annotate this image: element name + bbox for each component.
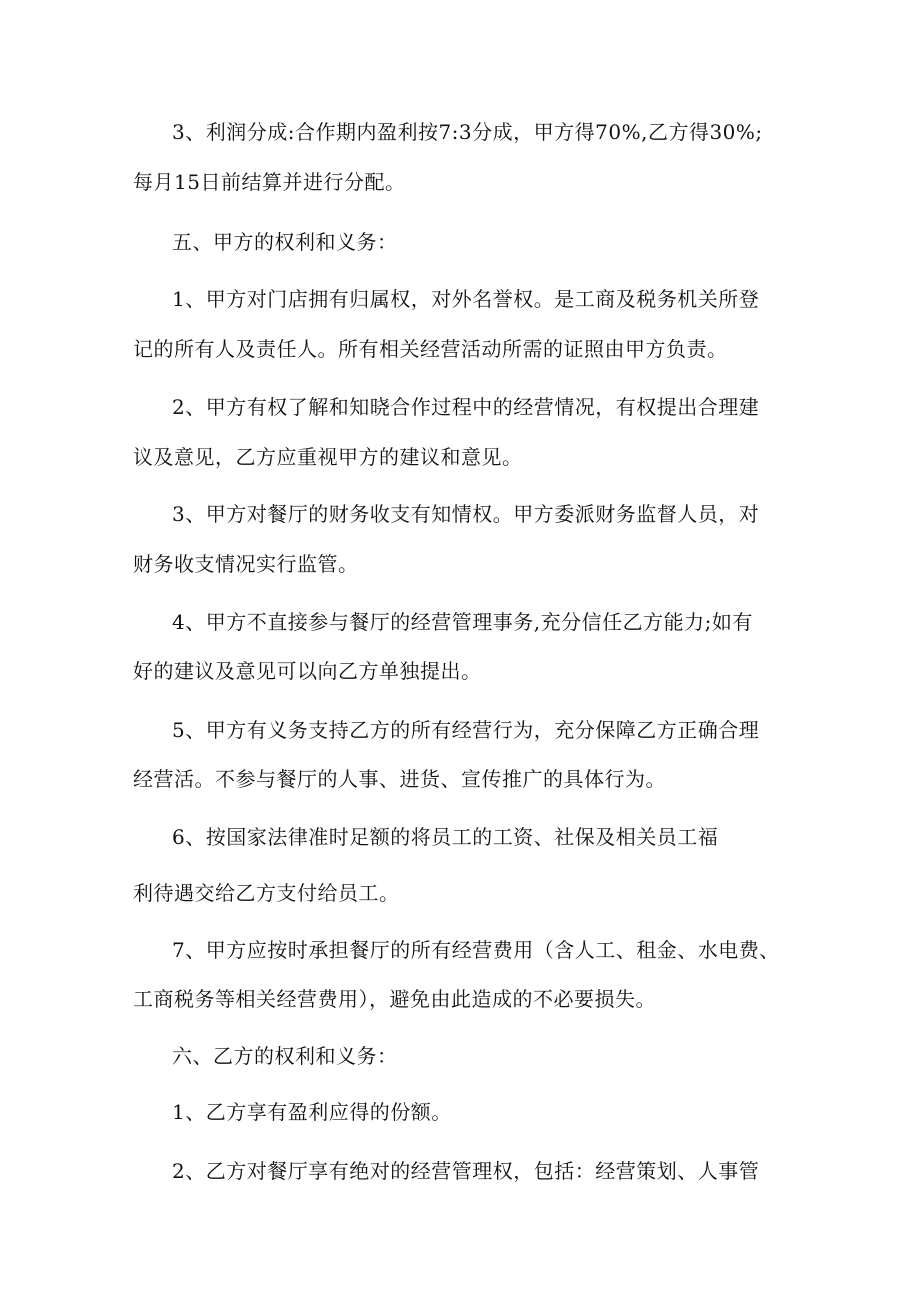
party-a-item-3-line-2: 财务收支情况实行监管。: [133, 552, 359, 576]
party-a-item-6-line-1: 6、按国家法律准时足额的将员工的工资、社保及相关员工福: [172, 825, 719, 849]
party-a-item-1-line-1: 1、甲方对门店拥有归属权，对外名誉权。是工商及税务机关所登: [172, 287, 760, 311]
party-a-item-4-line-2: 好的建议及意见可以向乙方单独提出。: [133, 659, 482, 683]
party-a-item-4-line-1: 4、甲方不直接参与餐厅的经营管理事务,充分信任乙方能力;如有: [172, 610, 753, 634]
paragraph-profit-share-line-1: 3、利润分成:合作期内盈利按7:3分成，甲方得70%,乙方得30%;: [172, 120, 763, 144]
paragraph-profit-share-line-2: 每月15日前结算并进行分配。: [133, 170, 406, 194]
party-a-item-7-line-2: 工商税务等相关经营费用），避免由此造成的不必要损失。: [133, 987, 656, 1011]
party-b-item-2-line-1: 2、乙方对餐厅享有绝对的经营管理权，包括：经营策划、人事管: [172, 1159, 760, 1183]
party-a-item-5-line-2: 经营活。不参与餐厅的人事、进货、宣传推广的具体行为。: [133, 767, 666, 791]
party-a-item-2-line-2: 议及意见，乙方应重视甲方的建议和意见。: [133, 445, 523, 469]
party-a-item-7-line-1: 7、甲方应按时承担餐厅的所有经营费用（含人工、租金、水电费、: [172, 938, 780, 962]
section-heading-party-a: 五、甲方的权利和义务：: [172, 230, 398, 254]
section-heading-party-b: 六、乙方的权利和义务：: [172, 1044, 398, 1068]
party-a-item-6-line-2: 利待遇交给乙方支付给员工。: [133, 881, 400, 905]
party-a-item-2-line-1: 2、甲方有权了解和知晓合作过程中的经营情况，有权提出合理建: [172, 395, 760, 419]
party-a-item-5-line-1: 5、甲方有义务支持乙方的所有经营行为，充分保障乙方正确合理: [172, 718, 760, 742]
party-a-item-1-line-2: 记的所有人及责任人。所有相关经营活动所需的证照由甲方负责。: [133, 337, 728, 361]
party-a-item-3-line-1: 3、甲方对餐厅的财务收支有知情权。甲方委派财务监督人员，对: [172, 502, 760, 526]
party-b-item-1: 1、乙方享有盈利应得的份额。: [172, 1100, 452, 1124]
